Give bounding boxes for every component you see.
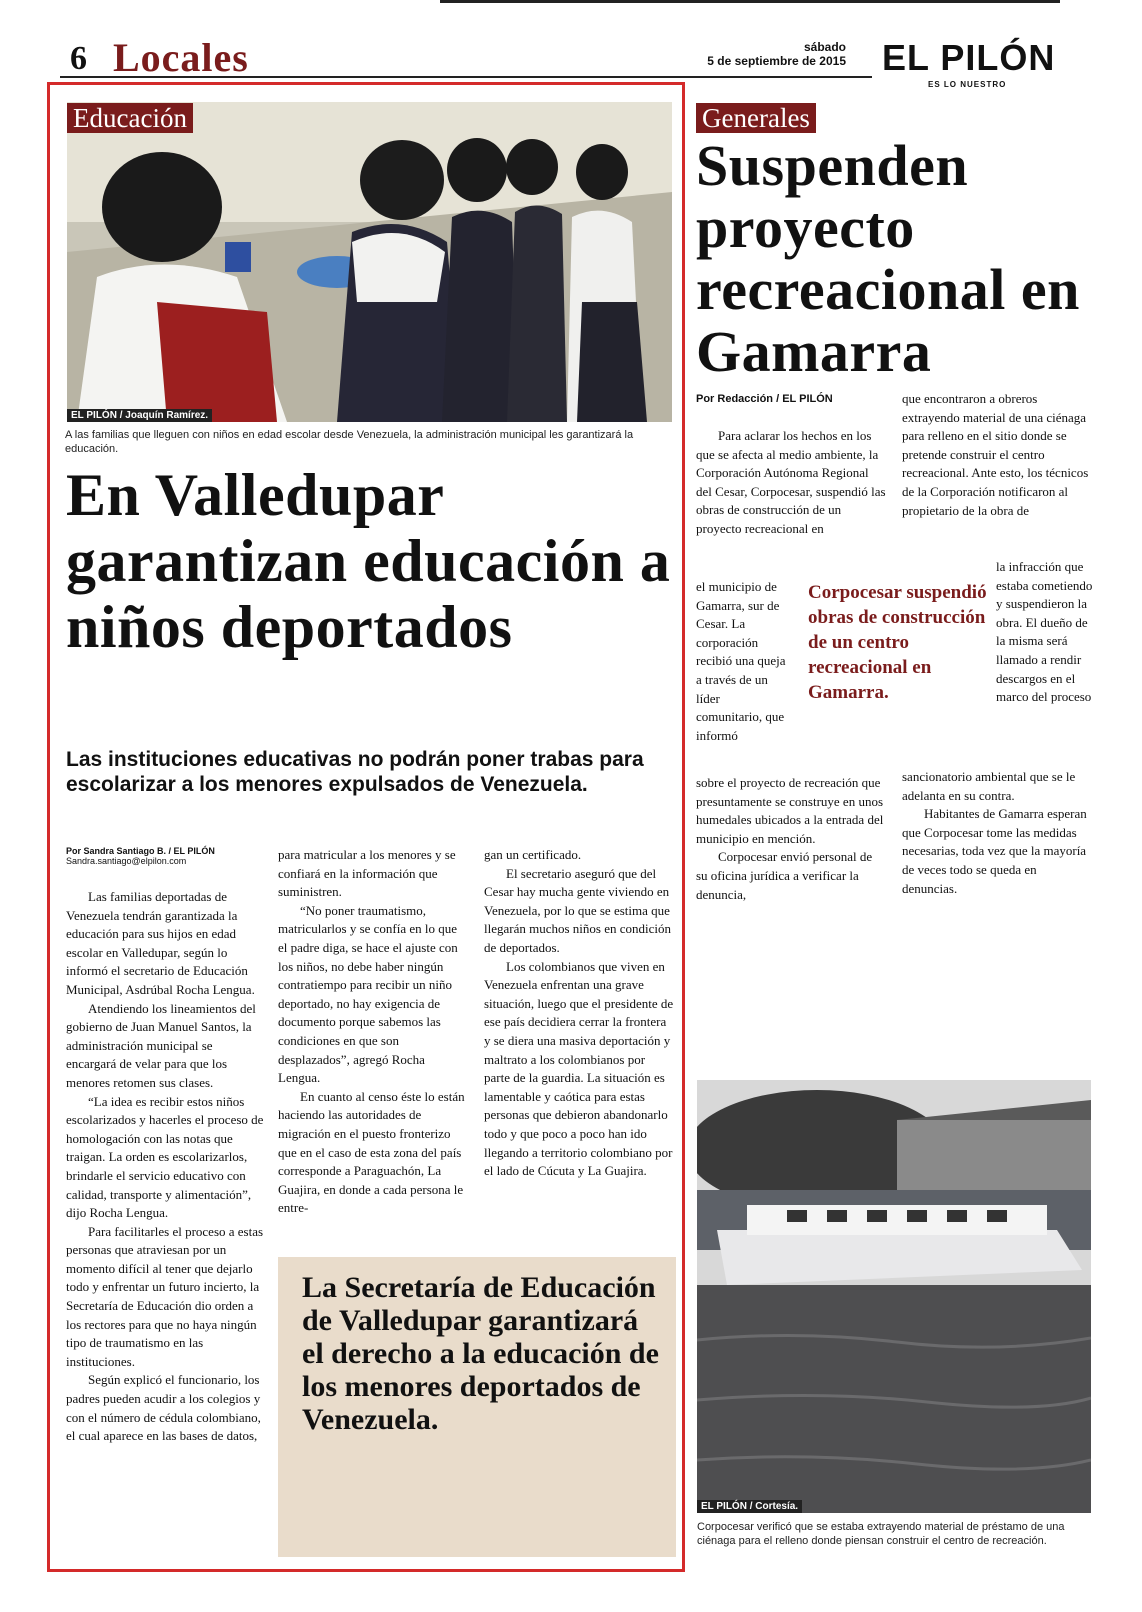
paragraph: Para facilitarles el proceso a estas personas que atraviesan por un momento difícil al tener que dejarlo todo y enfrentar un futuro incierto, la Secretaría de Educación dio orden a los rectores para que no haya ningún tipo de traumatismo en las instituciones. <box>66 1223 264 1369</box>
article-headline: En Valledupar garantizan educación a niños deportados <box>66 462 671 660</box>
byline-2: Por Redacción / EL PILÓN <box>696 393 833 405</box>
photo-credit-2: EL PILÓN / Cortesía. <box>697 1500 802 1513</box>
article-subhead: Las instituciones educativas no podrán poner trabas para escolarizar a los menores expulsados de Venezuela. <box>66 748 644 796</box>
date-block <box>707 40 846 68</box>
body-column-a-top <box>696 427 886 539</box>
kicker-generales <box>696 102 816 134</box>
paragraph: Las familias deportadas de Venezuela tendrán garantizada la educación para sus hijos en edad escolar en Valledupar, según lo informó el secretario de Educación Municipal, Asdrúbal Rocha Lengua. <box>66 889 255 997</box>
pullquote-text: La Secretaría de Educación de Valledupar garantizará el derecho a la educación de los menores deportados de Venezuela. <box>302 1271 659 1436</box>
author-email: Sandra.santiago@elpilon.com <box>66 856 187 866</box>
body-column-2 <box>278 846 468 1218</box>
top-rule <box>440 0 1060 3</box>
body-column-a-bottom <box>696 774 886 904</box>
date: 5 de septiembre de 2015 <box>707 54 846 68</box>
paragraph: el municipio de Gamarra, sur de Cesar. La corporación recibió una queja a través de un líder comunitario, que informó <box>696 579 786 743</box>
paragraph: En cuanto al censo éste lo están haciendo las autoridades de migración en el puesto fronterizo que en el caso de esta zona del país corresponde a Paraguachón, La Guajira, en donde a cada persona le entre- <box>278 1088 465 1216</box>
students-photo <box>67 102 672 422</box>
paragraph: sancionatorio ambiental que se le adelanta en su contra. <box>902 769 1076 803</box>
masthead-tagline: ES LO NUESTRO <box>928 80 1007 89</box>
boat-photo <box>697 1080 1091 1513</box>
paragraph: Habitantes de Gamarra esperan que Corpocesar tome las medidas necesarias, toda vez que la mayoría de veces todo se queda en denuncias. <box>902 806 1087 896</box>
paragraph: “No poner traumatismo, matricularlos y se confía en lo que el padre diga, se hace el ajuste con los niños, no debe haber ningún contratiempo para recibir un niño deportado, no hay exigencia de documento porque sabemos las condiciones en que son desplazados”, agregó Rocha Lengua. <box>278 902 458 1086</box>
body-column-a-narrow <box>696 578 788 745</box>
kicker-label: Generales <box>696 103 816 133</box>
weekday: sábado <box>803 40 846 54</box>
paragraph: El secretario aseguró que del Cesar hay mucha gente viviendo en Venezuela, por lo que se estima que llegarán muchos niños en condición de deportados. <box>484 865 672 955</box>
paragraph: la infracción que estaba cometiendo y suspendieron la obra. El dueño de la misma será llamado a rendir descargos en el marco del proceso <box>996 559 1093 705</box>
paragraph: gan un certificado. <box>484 847 582 862</box>
pullquote-2: Corpocesar suspendió obras de construcción de un centro recreacional en Gamarra. <box>808 582 987 703</box>
photo-credit: EL PILÓN / Joaquín Ramírez. <box>67 409 212 422</box>
body-column-3 <box>484 846 674 1181</box>
paragraph: Atendiendo los lineamientos del gobierno de Juan Manuel Santos, la administración municipal se encargará de velar para que los menores retomen sus clases. <box>66 1000 256 1090</box>
byline: Por Sandra Santiago B. / EL PILÓN <box>66 846 215 856</box>
section-title: Locales <box>113 35 249 80</box>
river-boat-photo <box>697 1080 1091 1513</box>
paragraph: que encontraron a obreros extrayendo material de una ciénaga para relleno en el sitio donde se pretende construir el centro recreacional. Ante esto, los técnicos de la Corporación notificaron al propietario de la obra de <box>902 391 1089 518</box>
kicker-label: Educación <box>67 103 193 133</box>
paragraph: “La idea es recibir estos niños escolarizados y hacerles el proceso de homologación con las notas que traigan. La orden es escolarizarlos, brindarle el servicio educativo con calidad, transporte y alimentación”, dijo Rocha Lengua. <box>66 1093 264 1221</box>
body-column-b-top <box>902 390 1094 520</box>
photo-caption: A las familias que lleguen con niños en edad escolar desde Venezuela, la administración municipal les garantizará la educación. <box>65 429 634 455</box>
photo-caption-2: Corpocesar verificó que se estaba extrayendo material de préstamo de una ciénaga para el relleno donde piensan construir el centro de recreación. <box>697 1521 1065 1547</box>
body-column-b-bottom <box>902 768 1094 898</box>
paragraph: Los colombianos que viven en Venezuela enfrentan una grave situación, luego que el presidente de ese país decidiera cerrar la frontera y se diera una masiva deportación y maltrato a los colombianos por parte de la guardia. La situación es lamentable y caótica para estas personas que debieron abandonarlo todo y que poco a poco han ido llegando a territorio colombiano por el lado de Cúcuta y La Guajira. <box>484 958 674 1179</box>
paragraph: para matricular a los menores y se confiará en la información que suministren. <box>278 847 456 900</box>
pullquote-box <box>278 1257 676 1557</box>
body-column-1 <box>66 888 264 1446</box>
article-photo <box>67 102 672 422</box>
paragraph: Para aclarar los hechos en los que se afecta al medio ambiente, la Corporación Autónoma Regional del Cesar, Corpocesar, suspendió las obras de construcción de un proyecto recreacional en <box>696 428 886 536</box>
paragraph: Corpocesar envió personal de su oficina jurídica a verificar la denuncia, <box>696 849 873 902</box>
kicker-educacion <box>67 102 193 134</box>
paragraph: sobre el proyecto de recreación que presuntamente se construye en unos humedales ubicados a la entrada del municipio en mención. <box>696 775 884 846</box>
article-headline-2: Suspenden proyecto recreacional en Gamarra <box>696 133 1080 384</box>
paragraph: Según explicó el funcionario, los padres pueden acudir a los colegios y con el número de cédula colombiano, el cual aparece en las bases de datos, <box>66 1372 261 1444</box>
page-number: 6 <box>70 40 87 77</box>
masthead-logo: EL PILÓN <box>882 37 1056 78</box>
body-column-b-narrow <box>996 558 1094 707</box>
byline-block <box>66 846 261 866</box>
